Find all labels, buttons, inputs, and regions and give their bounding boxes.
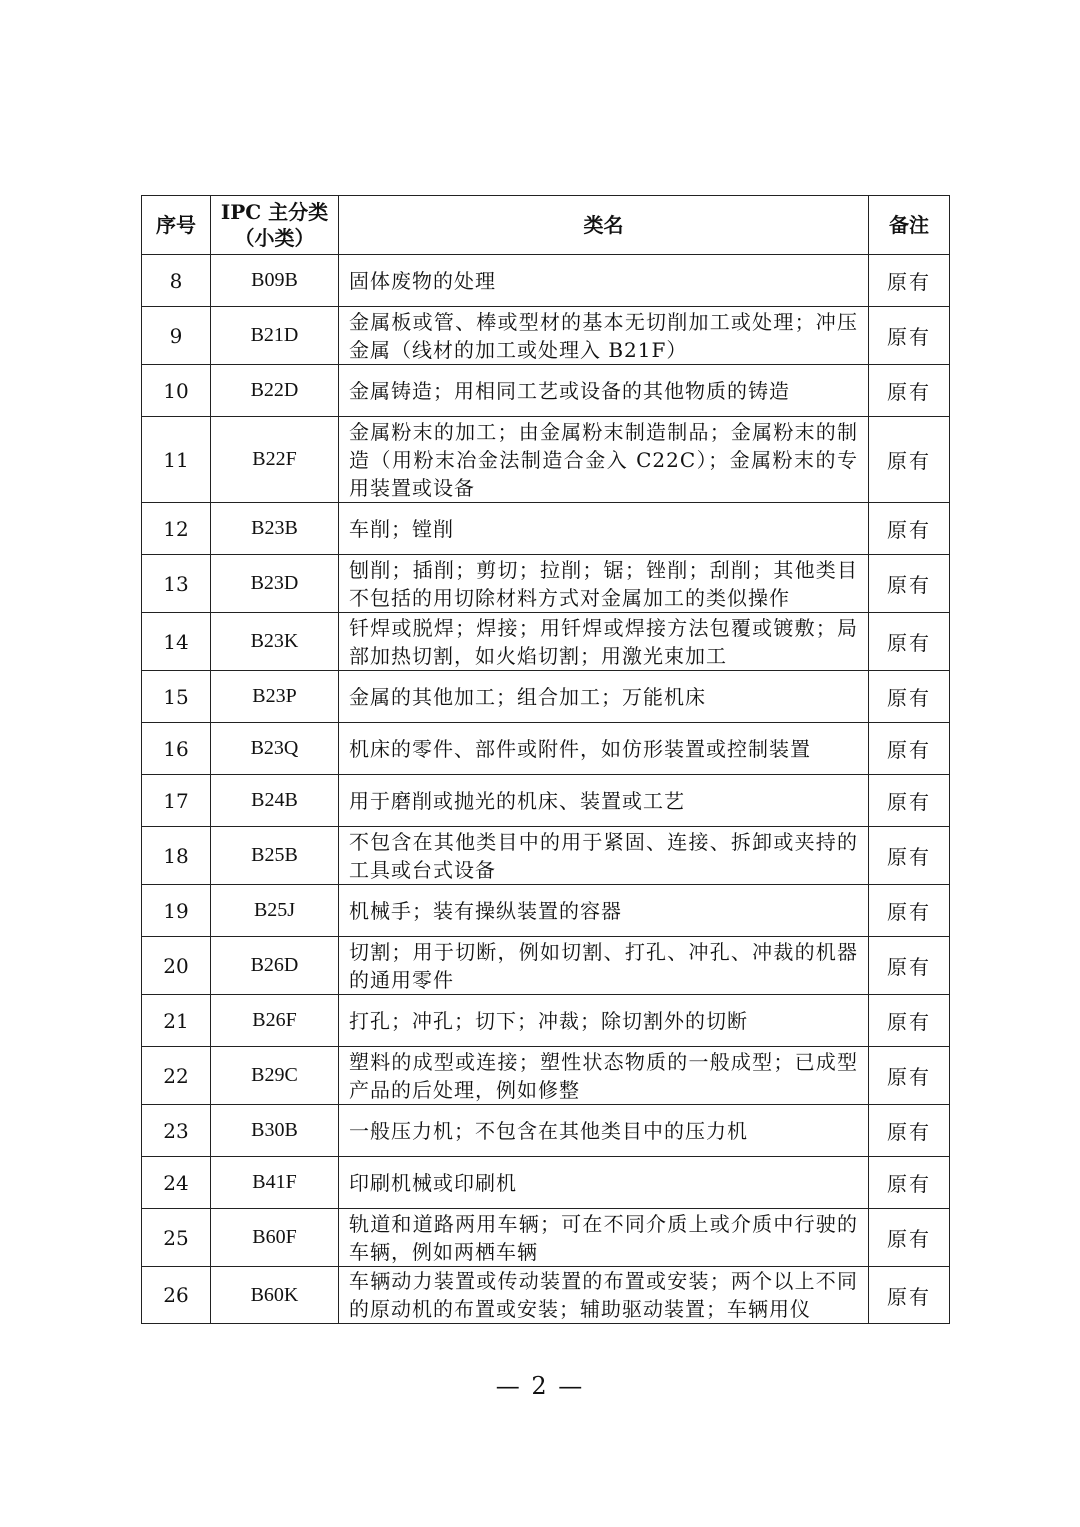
cell-seq: 14 — [142, 613, 211, 671]
cell-note: 原有 — [869, 995, 950, 1047]
cell-note: 原有 — [869, 1105, 950, 1157]
table-row — [142, 671, 950, 723]
cell-name: 金属板或管、棒或型材的基本无切削加工或处理；冲压金属（线材的加工或处理入 B21F） — [339, 307, 869, 365]
cell-seq: 8 — [142, 255, 211, 307]
cell-code: B41F — [211, 1157, 339, 1209]
table-row — [142, 555, 950, 613]
cell-note: 原有 — [869, 1267, 950, 1324]
cell-code: B09B — [211, 255, 339, 307]
cell-seq: 20 — [142, 937, 211, 995]
cell-name: 轨道和道路两用车辆；可在不同介质上或介质中行驶的车辆，例如两栖车辆 — [339, 1209, 869, 1267]
cell-code: B23B — [211, 503, 339, 555]
cell-note: 原有 — [869, 1157, 950, 1209]
cell-note: 原有 — [869, 723, 950, 775]
cell-code: B21D — [211, 307, 339, 365]
table-body — [142, 255, 950, 1324]
cell-seq: 23 — [142, 1105, 211, 1157]
cell-name: 塑料的成型或连接；塑性状态物质的一般成型；已成型产品的后处理，例如修整 — [339, 1047, 869, 1105]
cell-name: 金属粉末的加工；由金属粉末制造制品；金属粉末的制造（用粉末冶金法制造合金入 C22C）；金属粉末的专用装置或设备 — [339, 417, 869, 503]
cell-seq: 13 — [142, 555, 211, 613]
cell-note: 原有 — [869, 555, 950, 613]
cell-name: 一般压力机；不包含在其他类目中的压力机 — [339, 1105, 869, 1157]
cell-code: B22D — [211, 365, 339, 417]
table-row — [142, 365, 950, 417]
cell-seq: 25 — [142, 1209, 211, 1267]
header-name: 类名 — [339, 196, 869, 255]
page-number: — 2 — — [495, 1372, 585, 1400]
cell-name: 金属的其他加工；组合加工；万能机床 — [339, 671, 869, 723]
cell-name: 机床的零件、部件或附件，如仿形装置或控制装置 — [339, 723, 869, 775]
table-header — [142, 196, 950, 255]
table-row — [142, 827, 950, 885]
table-row — [142, 1209, 950, 1267]
cell-name: 固体废物的处理 — [339, 255, 869, 307]
cell-code: B23Q — [211, 723, 339, 775]
table-row — [142, 775, 950, 827]
header-row — [142, 196, 950, 255]
cell-name: 金属铸造；用相同工艺或设备的其他物质的铸造 — [339, 365, 869, 417]
cell-seq: 12 — [142, 503, 211, 555]
cell-note: 原有 — [869, 937, 950, 995]
header-ipc — [211, 196, 339, 255]
table-row — [142, 1267, 950, 1324]
cell-seq: 15 — [142, 671, 211, 723]
cell-name: 车辆动力装置或传动装置的布置或安装；两个以上不同的原动机的布置或安装；辅助驱动装置；车辆用仪 — [339, 1267, 869, 1324]
cell-code: B25J — [211, 885, 339, 937]
cell-seq: 10 — [142, 365, 211, 417]
cell-note: 原有 — [869, 775, 950, 827]
cell-code: B23D — [211, 555, 339, 613]
cell-code: B22F — [211, 417, 339, 503]
cell-seq: 26 — [142, 1267, 211, 1324]
cell-name: 不包含在其他类目中的用于紧固、连接、拆卸或夹持的工具或台式设备 — [339, 827, 869, 885]
header-ipc-line2: （小类） — [234, 226, 315, 250]
cell-note: 原有 — [869, 417, 950, 503]
cell-seq: 16 — [142, 723, 211, 775]
cell-note: 原有 — [869, 827, 950, 885]
table-row — [142, 255, 950, 307]
cell-note: 原有 — [869, 885, 950, 937]
table-row — [142, 1105, 950, 1157]
cell-name: 切割；用于切断，例如切割、打孔、冲孔、冲裁的机器的通用零件 — [339, 937, 869, 995]
cell-seq: 9 — [142, 307, 211, 365]
cell-seq: 17 — [142, 775, 211, 827]
ipc-classification-table — [141, 195, 950, 1324]
table-row — [142, 1157, 950, 1209]
table-row — [142, 1047, 950, 1105]
header-note: 备注 — [869, 196, 950, 255]
cell-seq: 24 — [142, 1157, 211, 1209]
cell-seq: 21 — [142, 995, 211, 1047]
cell-note: 原有 — [869, 255, 950, 307]
cell-code: B60F — [211, 1209, 339, 1267]
cell-note: 原有 — [869, 671, 950, 723]
cell-seq: 19 — [142, 885, 211, 937]
table-row — [142, 885, 950, 937]
table-row — [142, 723, 950, 775]
cell-name: 车削；镗削 — [339, 503, 869, 555]
header-ipc-line1: IPC 主分类 — [220, 200, 329, 224]
cell-code: B30B — [211, 1105, 339, 1157]
cell-note: 原有 — [869, 365, 950, 417]
table-row — [142, 937, 950, 995]
cell-code: B24B — [211, 775, 339, 827]
table-row — [142, 613, 950, 671]
cell-seq: 22 — [142, 1047, 211, 1105]
cell-name: 用于磨削或抛光的机床、装置或工艺 — [339, 775, 869, 827]
cell-name: 机械手；装有操纵装置的容器 — [339, 885, 869, 937]
cell-name: 钎焊或脱焊；焊接；用钎焊或焊接方法包覆或镀敷；局部加热切割，如火焰切割；用激光束加工 — [339, 613, 869, 671]
cell-code: B23P — [211, 671, 339, 723]
cell-seq: 18 — [142, 827, 211, 885]
cell-code: B26D — [211, 937, 339, 995]
table-row — [142, 307, 950, 365]
cell-code: B23K — [211, 613, 339, 671]
ipc-table-container — [141, 195, 949, 1324]
cell-code: B60K — [211, 1267, 339, 1324]
cell-code: B29C — [211, 1047, 339, 1105]
table-row — [142, 503, 950, 555]
cell-seq: 11 — [142, 417, 211, 503]
cell-note: 原有 — [869, 1047, 950, 1105]
cell-name: 打孔；冲孔；切下；冲裁；除切割外的切断 — [339, 995, 869, 1047]
header-seq: 序号 — [142, 196, 211, 255]
cell-name: 印刷机械或印刷机 — [339, 1157, 869, 1209]
table-row — [142, 417, 950, 503]
cell-note: 原有 — [869, 307, 950, 365]
cell-note: 原有 — [869, 613, 950, 671]
cell-name: 刨削；插削；剪切；拉削；锯；锉削；刮削；其他类目不包括的用切除材料方式对金属加工的类似操作 — [339, 555, 869, 613]
cell-note: 原有 — [869, 1209, 950, 1267]
cell-code: B26F — [211, 995, 339, 1047]
cell-code: B25B — [211, 827, 339, 885]
table-row — [142, 995, 950, 1047]
cell-note: 原有 — [869, 503, 950, 555]
